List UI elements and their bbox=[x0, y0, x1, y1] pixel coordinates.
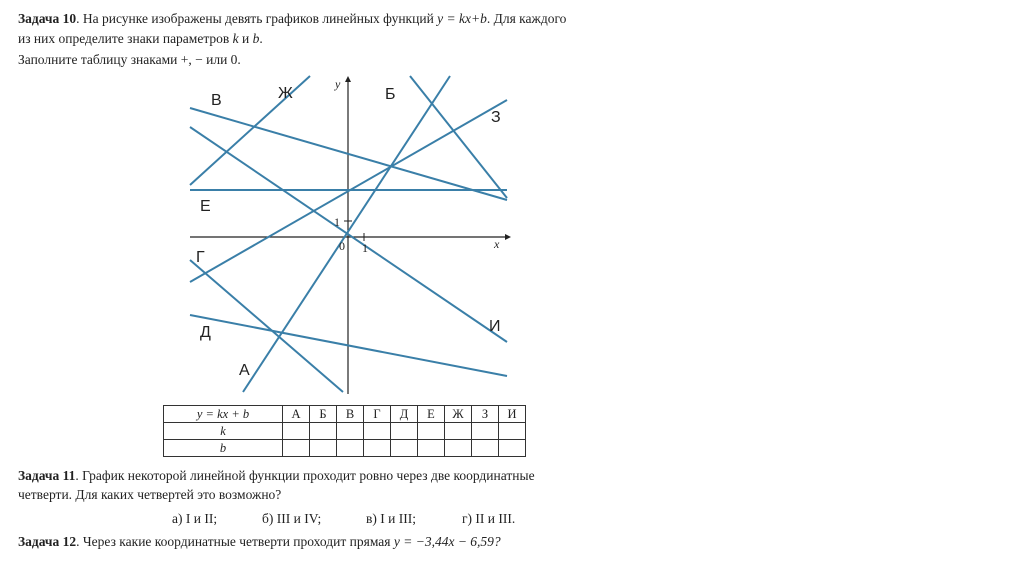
task11-line2: четверти. Для каких четвертей это возможно? bbox=[18, 487, 282, 502]
x-axis-arrow bbox=[505, 234, 511, 240]
label-z: З bbox=[491, 109, 501, 126]
table-cell[interactable] bbox=[364, 440, 391, 457]
task10-label: Задача 10 bbox=[18, 11, 77, 26]
answer-b: б) III и IV; bbox=[262, 511, 322, 526]
task10-line1 bbox=[18, 10, 566, 28]
tick-one-y: 1 bbox=[334, 215, 340, 229]
answer-g: г) II и III. bbox=[462, 511, 516, 526]
table-row-label-k: k bbox=[164, 423, 283, 440]
axis-y-label: y bbox=[335, 77, 341, 91]
table-cell[interactable] bbox=[337, 423, 364, 440]
table-cell[interactable] bbox=[472, 423, 499, 440]
task10-text-a: . На рисунке изображены девять графиков линейных функций bbox=[76, 11, 438, 26]
task10-k: k bbox=[232, 31, 239, 46]
table-cell[interactable] bbox=[472, 440, 499, 457]
table-cell[interactable] bbox=[445, 423, 472, 440]
table-col-g: Г bbox=[364, 406, 391, 423]
table-col-d: Д bbox=[391, 406, 418, 423]
task12-line bbox=[18, 533, 501, 551]
table-cell[interactable] bbox=[391, 423, 418, 440]
table-cell[interactable] bbox=[283, 423, 310, 440]
task11-text: . График некоторой линейной функции проходит ровно через две координатные bbox=[75, 468, 535, 483]
table-cell[interactable] bbox=[418, 423, 445, 440]
table-cell[interactable] bbox=[391, 440, 418, 457]
table-cell[interactable] bbox=[283, 440, 310, 457]
table-col-a: А bbox=[283, 406, 310, 423]
label-d: Д bbox=[200, 324, 211, 341]
table-col-b: Б bbox=[310, 406, 337, 423]
table-row-label-b: b bbox=[164, 440, 283, 457]
task11-label: Задача 11 bbox=[18, 468, 76, 483]
table-header-formula: y = kx + b bbox=[164, 406, 283, 423]
table-col-e: Е bbox=[418, 406, 445, 423]
y-axis-arrow bbox=[345, 76, 351, 82]
label-g: Г bbox=[196, 249, 205, 266]
task10-line3: Заполните таблицу знаками +, − или 0. bbox=[18, 52, 241, 67]
task10-dot: . bbox=[259, 31, 263, 46]
table-cell[interactable] bbox=[418, 440, 445, 457]
task12-text: . Через какие координатные четверти проходит прямая bbox=[76, 534, 394, 549]
table-cell[interactable] bbox=[499, 440, 526, 457]
line-g bbox=[190, 260, 343, 392]
task10-and: и bbox=[238, 31, 253, 46]
task10-line2-text: из них определите знаки параметров bbox=[18, 31, 233, 46]
table-row-k bbox=[164, 423, 526, 440]
linear-functions-graph bbox=[185, 72, 515, 402]
table-col-z: З bbox=[472, 406, 499, 423]
task12-formula: y = −3,44x − 6,59? bbox=[393, 534, 501, 549]
axis-x-label: x bbox=[494, 237, 500, 251]
origin-label: 0 bbox=[339, 239, 345, 253]
label-b: Б bbox=[385, 86, 396, 103]
table-col-v: В bbox=[337, 406, 364, 423]
answer-v: в) I и III; bbox=[366, 511, 416, 526]
line-b bbox=[410, 76, 507, 198]
tick-one-x: 1 bbox=[362, 241, 368, 255]
sign-table bbox=[163, 405, 526, 457]
table-header-row bbox=[164, 406, 526, 423]
label-e: Е bbox=[200, 198, 211, 215]
task10-b: b bbox=[252, 31, 260, 46]
table-col-zh: Ж bbox=[445, 406, 472, 423]
task10-formula: y = kx+b bbox=[437, 11, 487, 26]
table-row-b bbox=[164, 440, 526, 457]
task10-line2 bbox=[18, 30, 263, 48]
table-cell[interactable] bbox=[499, 423, 526, 440]
table-cell[interactable] bbox=[310, 440, 337, 457]
table-cell[interactable] bbox=[310, 423, 337, 440]
task11-line1 bbox=[18, 467, 535, 485]
label-a: А bbox=[239, 362, 250, 379]
table-cell[interactable] bbox=[364, 423, 391, 440]
label-i: И bbox=[489, 318, 501, 335]
task12-label: Задача 12 bbox=[18, 534, 77, 549]
table-cell[interactable] bbox=[337, 440, 364, 457]
table-col-i: И bbox=[499, 406, 526, 423]
task10-text-b: . Для каждого bbox=[486, 11, 567, 26]
answer-a: а) I и II; bbox=[172, 511, 218, 526]
label-v: В bbox=[211, 92, 222, 109]
table-cell[interactable] bbox=[445, 440, 472, 457]
label-zh: Ж bbox=[278, 85, 293, 102]
